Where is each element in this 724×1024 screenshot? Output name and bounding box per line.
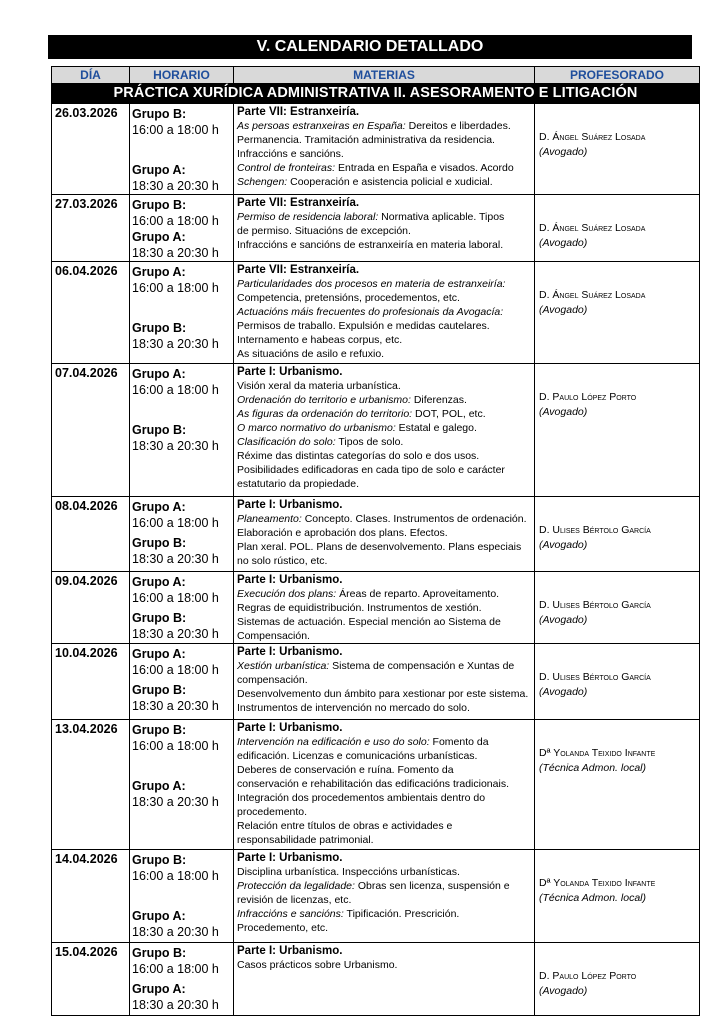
- topic-heading: Schengen:: [237, 176, 288, 188]
- professor-role: (Avogado): [539, 237, 588, 249]
- topic-heading: Control de fronteiras:: [237, 162, 336, 174]
- date-cell: 06.04.2026: [52, 262, 130, 364]
- professor-name: Dª Yolanda Teixido Infante: [539, 747, 656, 759]
- professor-name: Dª Yolanda Teixido Infante: [539, 877, 656, 889]
- group-label: Grupo B:: [132, 107, 187, 121]
- topic-heading: Permiso de residencia laboral:: [237, 211, 379, 223]
- table-row: [52, 104, 700, 195]
- topic-line: [237, 587, 531, 601]
- topic-heading: Actuacións máis frecuentes do profesionais da Avogacía:: [237, 306, 504, 318]
- time-range: 16:00 a 18:00 h: [132, 869, 219, 883]
- group-label: Grupo B:: [132, 683, 187, 697]
- professor-role: (Avogado): [539, 406, 588, 418]
- topic-line: [237, 379, 531, 393]
- topic-text: Deberes de conservación e ruína. Fomento da: [237, 764, 454, 776]
- table-row: [52, 497, 700, 572]
- page-title: V. CALENDARIO DETALLADO: [48, 35, 692, 59]
- date-cell: 07.04.2026: [52, 364, 130, 497]
- professor-name: D. Paulo López Porto: [539, 391, 637, 403]
- topic-text: compensación.: [237, 674, 308, 686]
- profesorado-cell: [535, 262, 700, 364]
- topic-heading: Planeamento:: [237, 513, 302, 525]
- topic-heading: O marco normativo do urbanismo:: [237, 422, 396, 434]
- materias-cell: [234, 497, 535, 572]
- topic-line: [237, 554, 531, 568]
- topic-text: Internamento e habeas corpus, etc.: [237, 334, 403, 346]
- topic-line: [237, 147, 531, 161]
- topic-line: [237, 921, 531, 935]
- table-row: [52, 262, 700, 364]
- professor-role: (Avogado): [539, 985, 588, 997]
- topic-text: Áreas de reparto. Aproveitamento.: [336, 588, 500, 600]
- time-range: 16:00 a 18:00 h: [132, 214, 219, 228]
- materias-cell: [234, 364, 535, 497]
- topic-text: Sistemas de actuación. Especial mención ao Sistema de: [237, 616, 501, 628]
- horario-cell: [130, 850, 234, 943]
- topic-line: [237, 238, 531, 252]
- topic-text: responsabilidade patrimonial.: [237, 834, 374, 846]
- part-title: Parte I: Urbanismo.: [237, 722, 343, 734]
- table-row: [52, 850, 700, 943]
- time-range: 16:00 a 18:00 h: [132, 123, 219, 137]
- topic-text: procedemento.: [237, 806, 308, 818]
- schedule-table: [51, 66, 700, 1016]
- profesorado-cell: [535, 720, 700, 850]
- topic-text: Disciplina urbanística. Inspeccións urbanísticas.: [237, 866, 460, 878]
- horario-cell: [130, 943, 234, 1016]
- header-profesorado: PROFESORADO: [535, 67, 700, 84]
- spacer: [539, 720, 699, 746]
- topic-text: Compensación.: [237, 630, 310, 642]
- part-title: Parte I: Urbanismo.: [237, 574, 343, 586]
- topic-text: Diferenzas.: [410, 394, 467, 406]
- topic-text: Tipos de solo.: [335, 436, 404, 448]
- spacer: [539, 195, 699, 221]
- topic-line: [237, 819, 531, 833]
- date-cell: 09.04.2026: [52, 572, 130, 644]
- time-range: 16:00 a 18:00 h: [132, 516, 219, 530]
- topic-line: [237, 601, 531, 615]
- topic-line: [237, 673, 531, 687]
- topic-text: Elaboración e aprobación dos plans. Efectos.: [237, 527, 448, 539]
- topic-text: Entrada en España e visados. Acordo: [335, 162, 514, 174]
- professor-name: D. Ángel Suárez Losada: [539, 222, 646, 234]
- table-row: [52, 720, 700, 850]
- date-cell: 10.04.2026: [52, 644, 130, 720]
- spacer: [539, 262, 699, 288]
- topic-line: [237, 907, 531, 921]
- topic-text: Estatal e galego.: [395, 422, 477, 434]
- group-label: Grupo A:: [132, 367, 186, 381]
- horario-cell: [130, 195, 234, 262]
- topic-text: Permisos de traballo. Expulsión e medidas cautelares.: [237, 320, 490, 332]
- materias-cell: [234, 572, 535, 644]
- group-label: Grupo A:: [132, 909, 186, 923]
- spacer: [539, 644, 699, 670]
- topic-line: [237, 277, 531, 291]
- professor-role: (Avogado): [539, 304, 588, 316]
- header-horario: HORARIO: [130, 67, 234, 84]
- materias-cell: [234, 104, 535, 195]
- group-label: Grupo A:: [132, 500, 186, 514]
- spacer: [132, 884, 233, 908]
- group-label: Grupo B:: [132, 611, 187, 625]
- topic-line: [237, 393, 531, 407]
- topic-heading: Ordenación do territorio e urbanismo:: [237, 394, 411, 406]
- topic-text: As situacións de asilo e refuxio.: [237, 348, 385, 360]
- topic-line: [237, 865, 531, 879]
- professor-role: (Técnica Admon. local): [539, 892, 646, 904]
- topic-text: Plan xeral. POL. Plans de desenvolvemento. Plans especiais: [237, 541, 522, 553]
- topic-line: [237, 540, 531, 554]
- topic-line: [237, 893, 531, 907]
- topic-line: [237, 175, 531, 189]
- spacer: [132, 754, 233, 778]
- professor-name: D. Ulises Bértolo García: [539, 671, 651, 683]
- topic-line: [237, 791, 531, 805]
- topic-text: Desenvolvemento dun ámbito para xestionar por este sistema.: [237, 688, 529, 700]
- topic-text: estatutario da propiedade.: [237, 478, 360, 490]
- group-label: Grupo A:: [132, 575, 186, 589]
- topic-line: [237, 629, 531, 643]
- topic-line: [237, 333, 531, 347]
- horario-cell: [130, 720, 234, 850]
- group-label: Grupo B:: [132, 536, 187, 550]
- group-label: Grupo A:: [132, 982, 186, 996]
- section-title: PRÁCTICA XURÍDICA ADMINISTRATIVA II. ASESORAMENTO E LITIGACIÓN: [52, 84, 700, 104]
- group-label: Grupo B:: [132, 321, 187, 335]
- part-title: Parte I: Urbanismo.: [237, 945, 343, 957]
- topic-line: [237, 421, 531, 435]
- time-range: 18:30 a 20:30 h: [132, 179, 219, 193]
- spacer: [132, 296, 233, 320]
- time-range: 18:30 a 20:30 h: [132, 627, 219, 641]
- topic-heading: As figuras da ordenación do territorio:: [237, 408, 413, 420]
- time-range: 18:30 a 20:30 h: [132, 998, 219, 1012]
- topic-text: Fomento da: [429, 736, 489, 748]
- table-row: [52, 364, 700, 497]
- group-label: Grupo A:: [132, 779, 186, 793]
- topic-heading: Particularidades dos procesos en materia de estranxeiría:: [237, 278, 506, 290]
- spacer: [539, 497, 699, 523]
- topic-heading: As persoas estranxeiras en España:: [237, 120, 406, 132]
- group-label: Grupo B:: [132, 423, 187, 437]
- topic-line: [237, 463, 531, 477]
- group-label: Grupo B:: [132, 853, 187, 867]
- horario-cell: [130, 364, 234, 497]
- topic-text: Tipificación. Prescrición.: [343, 908, 460, 920]
- topic-text: Obras sen licenza, suspensión e: [354, 880, 510, 892]
- spacer: [539, 572, 699, 598]
- topic-text: de permiso. Situacións de excepción.: [237, 225, 411, 237]
- topic-line: [237, 763, 531, 777]
- time-range: 18:30 a 20:30 h: [132, 337, 219, 351]
- part-title: Parte VII: Estranxeiría.: [237, 264, 360, 276]
- spacer: [539, 850, 699, 876]
- topic-text: Visión xeral da materia urbanística.: [237, 380, 401, 392]
- topic-text: revisión de licenzas, etc.: [237, 894, 352, 906]
- group-label: Grupo B:: [132, 723, 187, 737]
- professor-role: (Avogado): [539, 146, 588, 158]
- topic-line: [237, 347, 531, 361]
- professor-role: (Avogado): [539, 614, 588, 626]
- professor-role: (Avogado): [539, 686, 588, 698]
- topic-line: [237, 161, 531, 175]
- time-range: 18:30 a 20:30 h: [132, 925, 219, 939]
- topic-line: [237, 777, 531, 791]
- time-range: 16:00 a 18:00 h: [132, 383, 219, 397]
- part-title: Parte I: Urbanismo.: [237, 499, 343, 511]
- topic-line: [237, 133, 531, 147]
- horario-cell: [130, 262, 234, 364]
- materias-cell: [234, 262, 535, 364]
- horario-cell: [130, 572, 234, 644]
- header-materias: MATERIAS: [234, 67, 535, 84]
- horario-cell: [130, 497, 234, 572]
- spacer: [132, 138, 233, 162]
- topic-line: [237, 749, 531, 763]
- topic-text: Normativa aplicable. Tipos: [378, 211, 505, 223]
- time-range: 18:30 a 20:30 h: [132, 246, 219, 260]
- topic-line: [237, 407, 531, 421]
- group-label: Grupo A:: [132, 647, 186, 661]
- topic-line: [237, 701, 531, 715]
- topic-line: [237, 659, 531, 673]
- topic-text: conservación e rehabilitación das edificacións tradicionais.: [237, 778, 509, 790]
- date-cell: 26.03.2026: [52, 104, 130, 195]
- table-row: [52, 943, 700, 1016]
- date-cell: 08.04.2026: [52, 497, 130, 572]
- topic-text: Permanencia. Tramitación administrativa da residencia.: [237, 134, 495, 146]
- time-range: 18:30 a 20:30 h: [132, 552, 219, 566]
- materias-cell: [234, 850, 535, 943]
- topic-line: [237, 210, 531, 224]
- part-title: Parte I: Urbanismo.: [237, 646, 343, 658]
- date-cell: 27.03.2026: [52, 195, 130, 262]
- time-range: 18:30 a 20:30 h: [132, 699, 219, 713]
- topic-heading: Intervención na edificación e uso do solo:: [237, 736, 430, 748]
- topic-text: DOT, POL, etc.: [412, 408, 486, 420]
- professor-role: (Avogado): [539, 539, 588, 551]
- topic-text: Integración dos procedementos ambientais dentro do: [237, 792, 486, 804]
- group-label: Grupo A:: [132, 265, 186, 279]
- date-cell: 15.04.2026: [52, 943, 130, 1016]
- profesorado-cell: [535, 497, 700, 572]
- time-range: 16:00 a 18:00 h: [132, 591, 219, 605]
- topic-line: [237, 735, 531, 749]
- topic-line: [237, 833, 531, 847]
- materias-cell: [234, 644, 535, 720]
- profesorado-cell: [535, 364, 700, 497]
- topic-line: [237, 615, 531, 629]
- group-label: Grupo B:: [132, 946, 187, 960]
- profesorado-cell: [535, 850, 700, 943]
- part-title: Parte I: Urbanismo.: [237, 852, 343, 864]
- topic-line: [237, 319, 531, 333]
- topic-line: [237, 224, 531, 238]
- profesorado-cell: [535, 572, 700, 644]
- spacer: [539, 104, 699, 130]
- profesorado-cell: [535, 644, 700, 720]
- table-row: [52, 644, 700, 720]
- table-row: [52, 572, 700, 644]
- schedule-body: [52, 104, 700, 1016]
- topic-text: Casos prácticos sobre Urbanismo.: [237, 959, 398, 971]
- professor-name: D. Paulo López Porto: [539, 970, 637, 982]
- group-label: Grupo B:: [132, 198, 187, 212]
- spacer: [539, 943, 699, 969]
- topic-text: Infraccións e sancións.: [237, 148, 344, 160]
- professor-name: D. Ángel Suárez Losada: [539, 289, 646, 301]
- topic-line: [237, 119, 531, 133]
- topic-text: Sistema de compensación e Xuntas de: [329, 660, 515, 672]
- topic-line: [237, 879, 531, 893]
- materias-cell: [234, 720, 535, 850]
- topic-text: Procedemento, etc.: [237, 922, 329, 934]
- spacer: [539, 364, 699, 390]
- time-range: 16:00 a 18:00 h: [132, 962, 219, 976]
- date-cell: 13.04.2026: [52, 720, 130, 850]
- horario-cell: [130, 644, 234, 720]
- topic-text: Réxime das distintas categorías do solo e dos usos.: [237, 450, 480, 462]
- group-label: Grupo A:: [132, 163, 186, 177]
- topic-heading: Xestión urbanística:: [237, 660, 330, 672]
- materias-cell: [234, 943, 535, 1016]
- time-range: 18:30 a 20:30 h: [132, 795, 219, 809]
- topic-heading: Execución dos plans:: [237, 588, 337, 600]
- professor-role: (Técnica Admon. local): [539, 762, 646, 774]
- topic-text: Cooperación e asistencia policial e xudicial.: [287, 176, 493, 188]
- professor-name: D. Ulises Bértolo García: [539, 524, 651, 536]
- topic-heading: Protección da legalidade:: [237, 880, 355, 892]
- topic-text: Regras de equidistribución. Instrumentos de xestión.: [237, 602, 482, 614]
- header-dia: DÍA: [52, 67, 130, 84]
- time-range: 18:30 a 20:30 h: [132, 439, 219, 453]
- topic-text: Instrumentos de intervención no mercado do solo.: [237, 702, 470, 714]
- topic-line: [237, 305, 531, 319]
- topic-heading: Infraccións e sancións:: [237, 908, 344, 920]
- section-title-row: [52, 84, 700, 104]
- topic-line: [237, 958, 531, 972]
- group-label: Grupo A:: [132, 230, 186, 244]
- part-title: Parte VII: Estranxeiría.: [237, 106, 360, 118]
- profesorado-cell: [535, 195, 700, 262]
- part-title: Parte VII: Estranxeiría.: [237, 197, 360, 209]
- topic-line: [237, 477, 531, 491]
- professor-name: D. Ulises Bértolo García: [539, 599, 651, 611]
- topic-text: Competencia, pretensións, procedementos, etc.: [237, 292, 460, 304]
- topic-text: Dereitos e liberdades.: [405, 120, 511, 132]
- topic-text: no solo rústico, etc.: [237, 555, 328, 567]
- table-header-row: [52, 67, 700, 84]
- time-range: 16:00 a 18:00 h: [132, 663, 219, 677]
- topic-text: edificación. Licenzas e comunicacións urbanísticas.: [237, 750, 478, 762]
- topic-line: [237, 449, 531, 463]
- spacer: [132, 398, 233, 422]
- date-cell: 14.04.2026: [52, 850, 130, 943]
- time-range: 16:00 a 18:00 h: [132, 281, 219, 295]
- topic-heading: Clasificación do solo:: [237, 436, 336, 448]
- topic-text: Infraccións e sancións de estranxeiría en materia laboral.: [237, 239, 504, 251]
- table-row: [52, 195, 700, 262]
- time-range: 16:00 a 18:00 h: [132, 739, 219, 753]
- topic-line: [237, 512, 531, 526]
- topic-text: Concepto. Clases. Instrumentos de ordenación.: [301, 513, 527, 525]
- materias-cell: [234, 195, 535, 262]
- topic-text: Posibilidades edificadoras en cada tipo de solo e carácter: [237, 464, 505, 476]
- topic-line: [237, 687, 531, 701]
- topic-line: [237, 805, 531, 819]
- part-title: Parte I: Urbanismo.: [237, 366, 343, 378]
- profesorado-cell: [535, 943, 700, 1016]
- horario-cell: [130, 104, 234, 195]
- topic-line: [237, 526, 531, 540]
- profesorado-cell: [535, 104, 700, 195]
- topic-line: [237, 435, 531, 449]
- topic-line: [237, 291, 531, 305]
- professor-name: D. Ángel Suárez Losada: [539, 131, 646, 143]
- topic-text: Relación entre títulos de obras e actividades e: [237, 820, 453, 832]
